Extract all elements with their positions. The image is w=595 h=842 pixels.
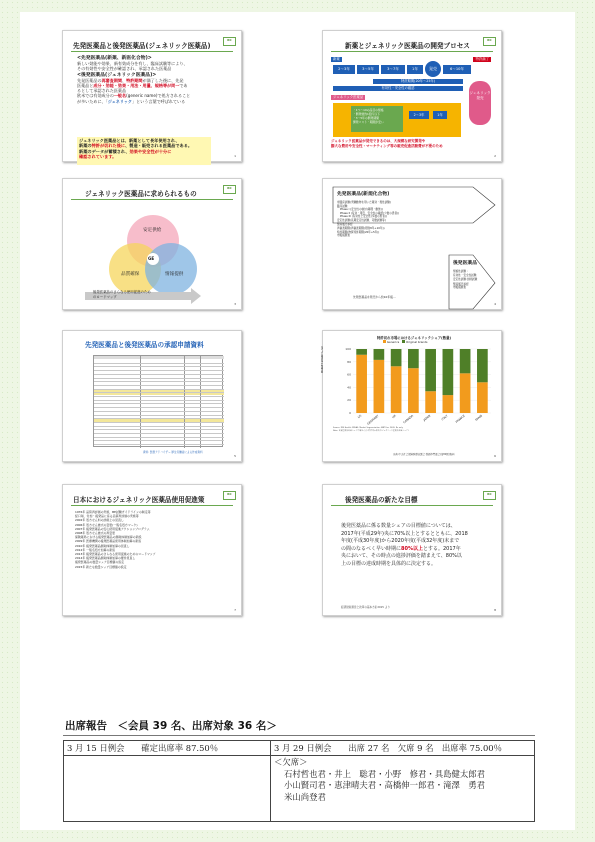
- label-patent-expiry: 特許満了: [475, 57, 489, 61]
- slide-new-target: [322, 484, 502, 616]
- cost-note: 先発医薬品を発売から約10年後…: [353, 295, 396, 299]
- y-tick-label: 40: [347, 385, 351, 390]
- bar-generics: [425, 391, 436, 413]
- stage-1: 2～3年: [333, 65, 355, 74]
- heading-generic: <後発医薬品(ジェネリック医薬品)>: [77, 72, 157, 78]
- slide-requirements: [62, 178, 242, 310]
- venn-diagram: [63, 179, 243, 311]
- highlight-note: ジェネリック医薬品とは、新薬として長年使用され、 新薬の特許が切れた後に、製造・販売される医薬品である。 新薬のデータが蓄積され、効果や安全性が十分に 確認されています。: [77, 137, 211, 165]
- y-tick-label: 60: [347, 372, 351, 377]
- label-ge: GE: [148, 256, 155, 261]
- bar-generics: [460, 373, 471, 413]
- label-information: 情報提供: [165, 272, 184, 277]
- post-marketing-stage: 6～10年: [443, 65, 471, 74]
- label-generic: ジェネリック医薬品: [333, 95, 364, 99]
- attendance-right-cell: 3 月 29 日例会 出席 27 名 欠席 9 名 出席率 75.00％: [271, 741, 535, 756]
- logo-icon: RC: [223, 491, 236, 500]
- title-underline: [71, 51, 233, 52]
- slide-title: 先発医薬品と後発医薬品(ジェネリック医薬品): [73, 42, 211, 50]
- slide-development-process: [322, 30, 502, 162]
- generic-timeline-box: [333, 103, 461, 137]
- legend-swatch-original: [402, 340, 405, 343]
- bar-original-brands: [460, 349, 471, 373]
- logo-icon: RC: [223, 37, 236, 46]
- bar-generics: [443, 395, 454, 413]
- heading-generic: 後発医薬品: [453, 261, 477, 266]
- stacked-bar-chart: [339, 345, 495, 427]
- policy-row: 2007年 後発医薬品の安心使用促進アクションプログラム: [75, 526, 150, 531]
- text-line: 欧米では有効成分の一般名(generic name)で処方されること: [77, 93, 191, 99]
- page-number: 4: [494, 302, 496, 306]
- title-underline: [71, 505, 233, 506]
- bar-original-brands: [477, 349, 488, 382]
- policy-row: 2009年 医療機関の後発医薬品使用体制加算の新設: [75, 539, 142, 544]
- bar-original-brands: [408, 349, 419, 368]
- text-line: 先発医薬品の再審査期間、特許期間が満了した後に、先発: [77, 77, 184, 83]
- new-drug-steps: 非臨床試験(実験動物を用いた薬効・毒性試験) 臨床試験 Phase I (安全性の検討(薬理・動態)) Phase II (有効・用量、安全性の確認(少数の患者)) Phase III (有効性と安全性(多数の患者)) 安定性試験(長期安定性試験、苛酷試験等) 製造販売承認 再審査期間(再審査期間(原則8年+10年)) 特許期間(物質特許期間(20年+5年)) 市販後調査: [337, 201, 400, 238]
- attendance-rule: [63, 735, 535, 736]
- bar-original-brands: [443, 349, 454, 395]
- policy-row: 後発医薬品の数量シェア目標値の設定: [75, 560, 125, 565]
- policy-row: 2015年 新たな数量シェア目標値の設定: [75, 564, 127, 569]
- chart-footnote: Source: IMS Health, MIDAS, Market Segmentation, MAT Dec 2009, Rx only. Note: 後発医薬品数量シェアの算出方法 (特許切れ市場のジェネリック医薬品数量シェア): [333, 427, 409, 432]
- process-arrows: [323, 179, 503, 311]
- launch-circle: 発売: [425, 61, 441, 77]
- y-tick-label: 0: [349, 411, 351, 415]
- policy-row: 経口剤、付加・後発品に係る品質再評価の実施等: [75, 514, 139, 519]
- slide-body: [77, 55, 237, 104]
- generic-info-box: ・1つ～10の品目の規格 ・開発費約1億円以下 ・3～5年の開発期間 開発コスト・期間が安い: [351, 106, 403, 132]
- policy-row: 2008年 処方せん様式の再変更: [75, 531, 116, 536]
- heading-new-drug: <先発医薬品(新薬、新医化合物)>: [77, 56, 152, 61]
- text-line: 医薬品と成分・効能・効果・用法・用量、規格等が同一であ: [77, 83, 188, 89]
- stage-4: 1年: [407, 65, 423, 74]
- x-tick-label: GERMANY: [366, 413, 380, 426]
- absent-cell: [271, 756, 535, 822]
- slide-approval-comparison: [322, 178, 502, 310]
- logo-icon: RC: [223, 185, 236, 194]
- absent-names-1: 石村哲也君・井上 聡君・小野 修君・具島健太郎君: [284, 768, 485, 779]
- bar-generics: [374, 360, 385, 413]
- bar-generics: [356, 355, 367, 413]
- bar-generics: [391, 366, 402, 413]
- policy-row: 1976年 品質再評価の実施、BE試験ガイドラインの制定等: [75, 510, 151, 514]
- slide-generic-definition: [62, 30, 242, 162]
- title-underline: [331, 51, 493, 52]
- slide-title: 先発医薬品と後発医薬品の承認申請資料: [85, 341, 204, 349]
- y-tick-label: 80: [347, 359, 351, 364]
- target-text: 後発医薬品に係る数量シェアの目標値については、 2017年(平成29年)央に70%以上とするとともに、2018 年度(平成30年度)から2020年度(平成32年度)末まで の間のなるべく早い時期に80%以上とする。2017年 央において、その時点の進捗評価を踏まえて、80%以 上の目標の達成時期を具体的に決定する。: [341, 523, 468, 567]
- absent-label: ＜欠席＞: [274, 757, 308, 767]
- y-tick-label: 20: [347, 398, 351, 403]
- y-axis-label: MARKET SHARE %, SU: [321, 346, 324, 373]
- bar-original-brands: [374, 349, 385, 360]
- bar-generics: [408, 368, 419, 413]
- x-tick-label: JAPAN: [422, 413, 432, 423]
- absent-names-2: 小山賢司君・恵津晴夫君・高橋伸一郎君・滝澤 勇君: [284, 780, 485, 790]
- footer-note: ジェネリック医薬品が発売できるのは、大規模な研究開発や 膨大な費用や安全性・マーケティング等の販売促進活動費が不要のため: [331, 139, 443, 148]
- y-tick-label: 100: [345, 347, 351, 351]
- attendance-title: 出席報告 ＜会員 39 名、出席対象 36 名＞: [65, 720, 277, 732]
- legend-swatch-generics: [383, 340, 386, 343]
- slide-promotion-policy: [62, 484, 242, 616]
- stage-2: 3～5年: [357, 65, 379, 74]
- attendance-table: [63, 740, 535, 822]
- slide-application-documents: [62, 330, 242, 462]
- x-tick-label: US: [356, 413, 363, 420]
- absent-names-3: 米山尚登君: [284, 791, 326, 802]
- roadmap-arrow-text: 後発医薬品のさらなる使用促進のため のロードマップ: [93, 290, 151, 299]
- source-note: 経済財政運営と改革の基本方針2015 より: [341, 606, 390, 609]
- label-new-drug: 新薬: [333, 57, 340, 61]
- title-underline: [331, 505, 493, 506]
- x-tick-label: FRANCE: [454, 413, 466, 424]
- label-stable-supply: 安定供給: [143, 228, 162, 233]
- bar-original-brands: [425, 349, 436, 391]
- page-number: 1: [234, 154, 236, 158]
- attendance-left-cell: 3 月 15 日例会 確定出席率 87.50％: [64, 741, 271, 756]
- generic-one-year: 1年: [433, 111, 447, 119]
- policy-row: 2013年 後発医薬品のさらなる使用促進のためのロードマップ: [75, 552, 156, 557]
- policy-row: 2006年 処方せん様式の変更(一般名処方マーク): [75, 522, 138, 527]
- policy-row: 2014年 後発医薬品調剤体制加算の要件見直し: [75, 556, 136, 561]
- stage-3: 3～7年: [381, 65, 405, 74]
- page-number: 2: [494, 154, 496, 158]
- bar-original-brands: [356, 349, 367, 355]
- text-line: その有効性や安全性が確認され、承認された医薬品: [77, 66, 172, 72]
- slide-title: 新薬とジェネリック医薬品の開発プロセス: [345, 42, 470, 50]
- documents-table: [93, 355, 223, 447]
- x-tick-label: CANADA: [402, 413, 415, 425]
- generic-launch-arrow: ジェネリック発売: [469, 81, 491, 125]
- x-tick-label: SPAIN: [474, 413, 484, 422]
- slide-title: ジェネリック医薬品に求められるもの: [85, 190, 197, 198]
- text-line: が多いために、「ジェネリック」という言葉で呼ばれている: [77, 98, 186, 104]
- policy-row: 2002年 処方せん料の評価上の見直し: [75, 518, 124, 523]
- label-quality: 品質確保: [121, 272, 140, 277]
- page-number: 6: [494, 454, 496, 458]
- policy-row: 2010年 後発医薬品調剤体制加算の見直し: [75, 543, 130, 548]
- logo-icon: RC: [483, 491, 496, 500]
- table-rows: [94, 356, 224, 448]
- page-number: 3: [234, 302, 236, 306]
- patent-bar: 特許期間(20年～25年): [373, 79, 463, 84]
- slide-generic-share-chart: [322, 330, 502, 462]
- efficacy-bar: 有効性・安全性の確認: [333, 86, 463, 91]
- text-line: 新しい効能や効果、新有効成分を有し、臨床試験等により、: [77, 61, 188, 67]
- bar-original-brands: [391, 349, 402, 366]
- chart-legend: Generics Original brands: [383, 340, 427, 344]
- policy-list: [75, 510, 235, 569]
- text-line: るとして承認された医薬品: [77, 88, 127, 94]
- source-note: 資料: 医療アドバイザー 厚生労働省による作成資料: [143, 451, 203, 454]
- x-tick-label: UK: [391, 413, 397, 420]
- slide-title: 日本におけるジェネリック医薬品使用促進策: [73, 496, 205, 504]
- policy-row: 保険薬局における後発医薬品の調剤体制加算の新設: [75, 535, 142, 540]
- bar-generics: [477, 382, 488, 413]
- policy-row: 2012年 一般名処方加算の新設: [75, 547, 116, 552]
- attendance-empty-cell: [64, 756, 271, 822]
- heading-new-drug: 先発医薬品(新規化合物): [337, 192, 390, 197]
- generic-years: 2～3年: [409, 111, 429, 119]
- chart-title: 特許切れ市場におけるジェネリックシェア(数量): [377, 336, 452, 340]
- slide-title: 後発医薬品の新たな目標: [345, 496, 418, 504]
- chart-source: 出典:中央社会保険医療協議会 薬価専門部会(第89回)資料: [393, 453, 455, 456]
- x-tick-label: ITALY: [440, 413, 449, 422]
- page-number: 8: [494, 608, 496, 612]
- generic-steps: 規格性試験 : 有効性・安全性試験 安定性試験:加速試験 製造販売承認 市販後調査: [453, 270, 478, 290]
- page-number: 5: [234, 454, 236, 458]
- logo-icon: RC: [483, 37, 496, 46]
- page-number: 7: [234, 608, 236, 612]
